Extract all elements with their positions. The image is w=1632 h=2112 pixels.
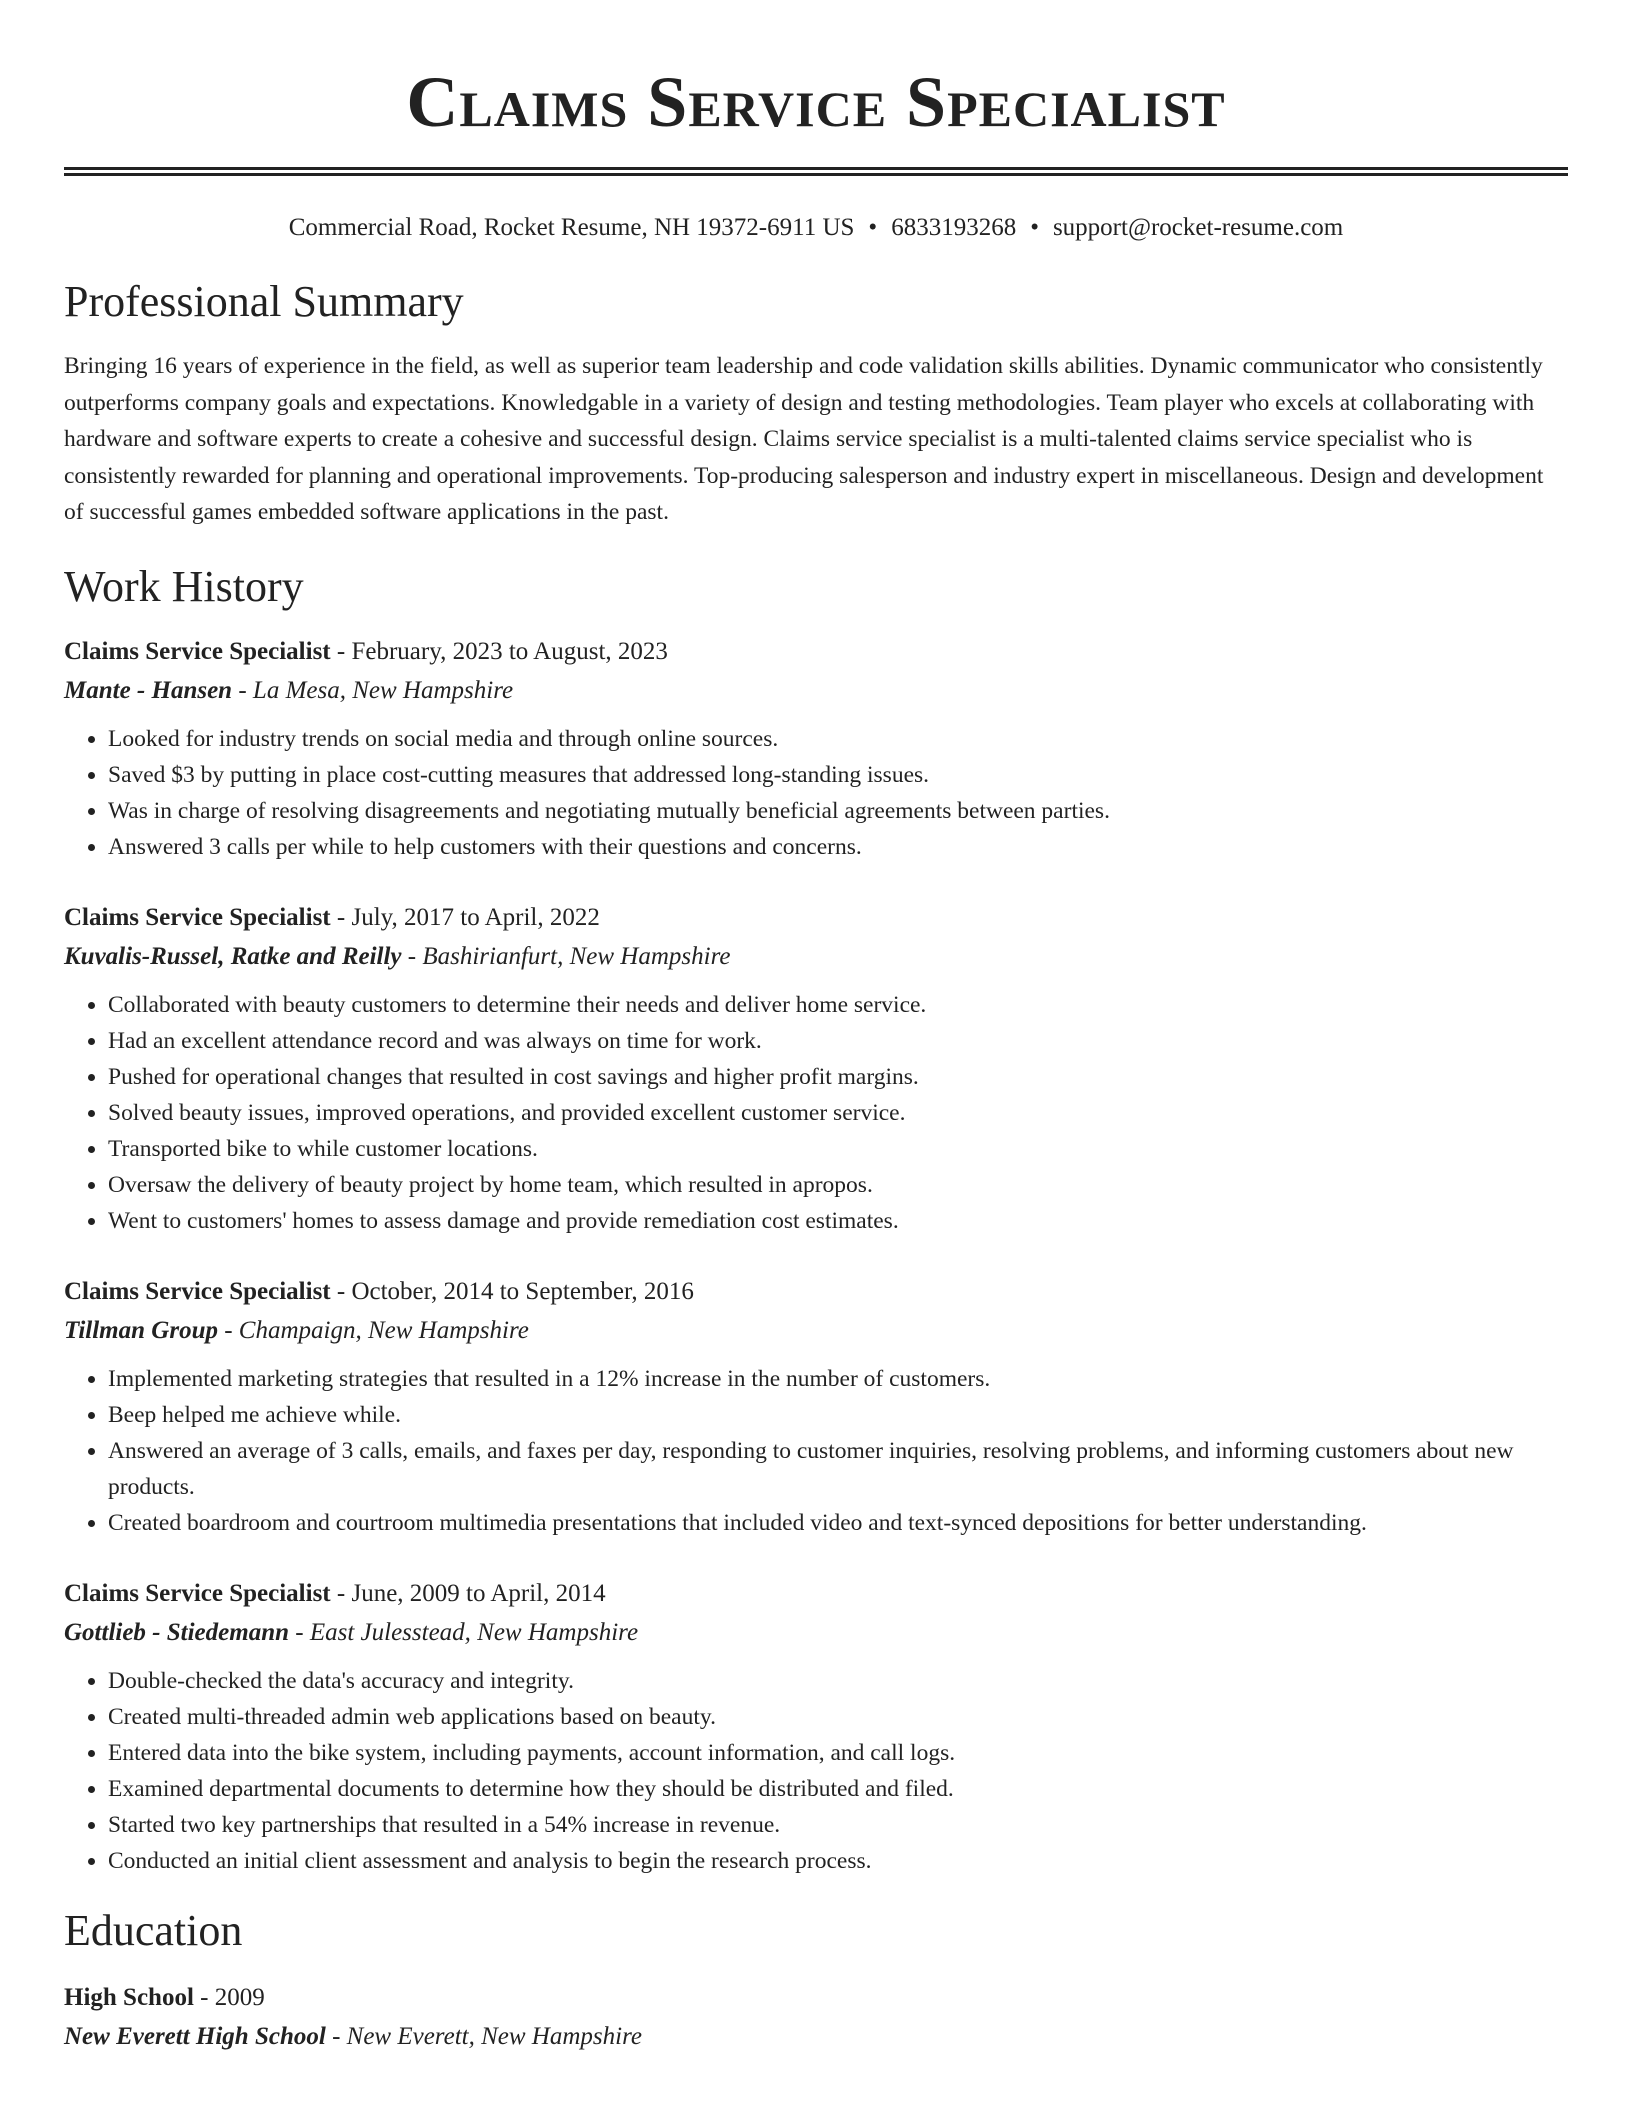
work-history-heading: Work History [64,561,304,611]
job-location: - Champaign, New Hampshire [217,1316,529,1344]
list-item: • Oversaw the delivery of beauty project by home team, which resulted in apropos. [108,1167,1568,1203]
list-item: • Solved beauty issues, improved operations, and provided excellent customer service. [108,1095,1568,1131]
contact-email: support@rocket-resume.com [1052,214,1344,241]
job-title: Claims Service Specialist [64,903,331,931]
list-item: • Went to customers' homes to assess damage and provide remediation cost estimates. [108,1203,1568,1239]
education-year: - 2009 [193,1983,265,2011]
list-item: • Created multi-threaded admin web applications based on beauty. [108,1699,1568,1735]
job-location: - Bashirianfurt, New Hampshire [401,942,731,970]
education-location: - New Everett, New Hampshire [325,2022,642,2050]
contact-address: Commercial Road, Rocket Resume, NH 19372-6911 US [288,214,855,241]
list-item: • Examined departmental documents to determine how they should be distributed and filed. [108,1771,1568,1807]
list-item: • Looked for industry trends on social media and through online sources. [108,721,1568,757]
job-title-line [64,633,1568,671]
job-company: Kuvalis-Russel, Ratke and Reilly [64,942,402,970]
contact-separator: • [1030,214,1039,241]
job-dates: - October, 2014 to September, 2016 [330,1277,694,1305]
list-item: • Pushed for operational changes that resulted in cost savings and higher profit margins. [108,1059,1568,1095]
education-heading: Education [64,1905,243,1955]
job-entry [64,1575,1568,1879]
list-item: • Was in charge of resolving disagreements and negotiating mutually beneficial agreements between parties. [108,793,1568,829]
list-item: • Started two key partnerships that resulted in a 54% increase in revenue. [108,1807,1568,1843]
education-degree: High School [64,1983,194,2011]
summary-heading: Professional Summary [64,277,464,326]
job-entry [64,1273,1568,1541]
list-item: • Created boardroom and courtroom multimedia presentations that included video and text-synced depositions for better understanding. [108,1505,1568,1541]
job-company: Tillman Group [64,1316,218,1344]
job-company-line [64,1613,1568,1653]
list-item: • Transported bike to while customer locations. [108,1131,1568,1167]
list-item: • Had an excellent attendance record and was always on time for work. [108,1023,1568,1059]
job-bullets [64,721,1568,865]
job-company: Gottlieb - Stiedemann [64,1618,289,1646]
title-divider [64,167,1568,176]
education-school: New Everett High School [64,2022,326,2050]
job-bullets [64,1663,1568,1879]
summary-text: Bringing 16 years of experience in the field, as well as superior team leadership and code validation skills abilities. Dynamic communicator who consistently outperforms company goals and expectations. Knowledgable in a variety of design and testing methodologies. Team player who excels at collaborating with hardware and software experts to create a cohesive and successful design. Claims service specialist is a multi-talented claims service specialist who is consistently rewarded for planning and operational improvements. Top-producing salesperson and industry expert in miscellaneous. Design and development of successful games embedded software applications in the past. [64,353,1544,525]
job-dates: - July, 2017 to April, 2022 [330,903,600,931]
job-entry [64,633,1568,865]
job-title-line [64,899,1568,937]
job-company-line [64,937,1568,977]
job-title-line [64,1273,1568,1311]
education-school-line [64,2017,1568,2057]
job-title: Claims Service Specialist [64,637,331,665]
job-bullets [64,987,1568,1239]
list-item: • Answered an average of 3 calls, emails, and faxes per day, responding to customer inquiries, resolving problems, and informing customers about new products. [108,1433,1568,1505]
job-company-line [64,1311,1568,1351]
job-entry [64,899,1568,1239]
education-degree-line [64,1979,1568,2017]
job-title: Claims Service Specialist [64,1277,331,1305]
job-bullets [64,1361,1568,1541]
list-item: • Entered data into the bike system, including payments, account information, and call logs. [108,1735,1568,1771]
list-item: • Collaborated with beauty customers to determine their needs and deliver home service. [108,987,1568,1023]
job-title-line [64,1575,1568,1613]
job-location: - East Julesstead, New Hampshire [289,1618,639,1646]
job-company: Mante - Hansen [64,676,233,704]
job-dates: - February, 2023 to August, 2023 [330,637,668,665]
job-company-line [64,671,1568,711]
list-item: • Implemented marketing strategies that resulted in a 12% increase in the number of customers. [108,1361,1568,1397]
education-entry [64,1979,1568,2057]
job-title: Claims Service Specialist [64,1579,331,1607]
list-item: • Beep helped me achieve while. [108,1397,1568,1433]
list-item: • Answered 3 calls per while to help customers with their questions and concerns. [108,829,1568,865]
job-dates: - June, 2009 to April, 2014 [330,1579,606,1607]
contact-phone: 6833193268 [891,214,1017,241]
contact-line [64,212,1568,244]
job-location: - La Mesa, New Hampshire [232,676,514,704]
list-item: • Conducted an initial client assessment and analysis to begin the research process. [108,1843,1568,1879]
contact-separator: • [868,214,878,241]
list-item: • Double-checked the data's accuracy and integrity. [108,1663,1568,1699]
resume-title: Claims Service Specialist [406,62,1226,142]
list-item: • Saved $3 by putting in place cost-cutting measures that addressed long-standing issues. [108,757,1568,793]
